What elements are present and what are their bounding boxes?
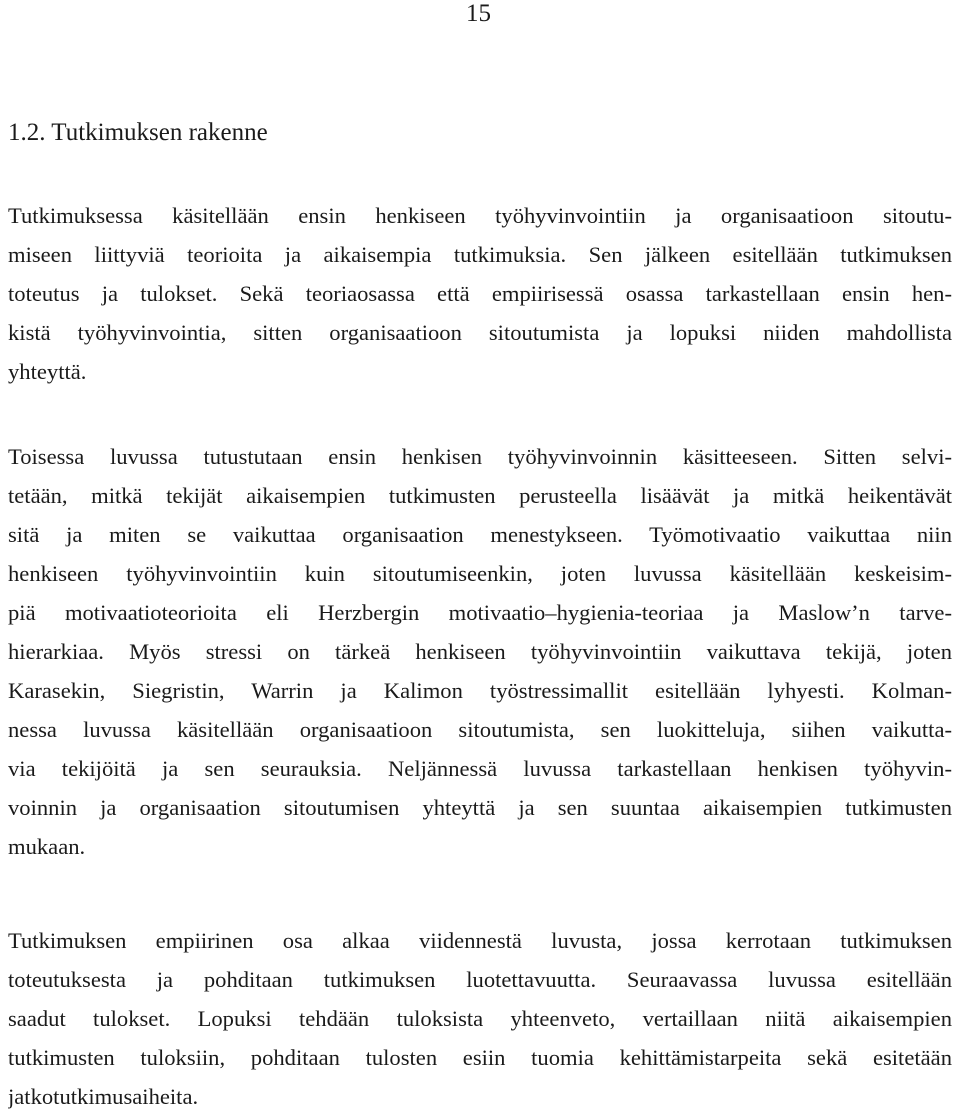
text-line: tutkimusten tuloksiin, pohditaan tulosten esiin tuomia kehittämistarpeita sekä esitetään <box>8 1045 952 1070</box>
text-line: Tutkimuksen empiirinen osa alkaa viidennestä luvusta, jossa kerrotaan tutkimuksen <box>8 928 952 953</box>
text-line: yhteyttä. <box>8 359 87 384</box>
paragraph-empirical <box>8 921 952 1116</box>
text-line: saadut tulokset. Lopuksi tehdään tuloksista yhteenveto, vertaillaan niitä aikaisempien <box>8 1006 952 1031</box>
text-line: toteutus ja tulokset. Sekä teoriaosassa että empiirisessä osassa tarkastellaan ensin hen- <box>8 281 952 306</box>
text-line: kistä työhyvinvointia, sitten organisaatioon sitoutumista ja lopuksi niiden mahdollista <box>8 320 952 345</box>
text-line: tetään, mitkä tekijät aikaisempien tutkimusten perusteella lisäävät ja mitkä heikentävät <box>8 483 952 508</box>
text-line: sitä ja miten se vaikuttaa organisaation menestykseen. Työmotivaatio vaikuttaa niin <box>8 522 952 547</box>
paragraph-intro <box>8 196 952 391</box>
text-line: nessa luvussa käsitellään organisaatioon sitoutumista, sen luokitteluja, siihen vaikutta- <box>8 717 952 742</box>
text-line: Karasekin, Siegristin, Warrin ja Kalimon työstressimallit esitellään lyhyesti. Kolman- <box>8 678 952 703</box>
text-line: Toisessa luvussa tutustutaan ensin henkisen työhyvinvoinnin käsitteeseen. Sitten selvi- <box>8 444 952 469</box>
text-line: piä motivaatioteorioita eli Herzbergin motivaatio–hygienia-teoriaa ja Maslow’n tarve- <box>8 600 952 625</box>
text-line: via tekijöitä ja sen seurauksia. Neljännessä luvussa tarkastellaan henkisen työhyvin- <box>8 756 952 781</box>
text-line: mukaan. <box>8 834 86 859</box>
text-line: miseen liittyviä teorioita ja aikaisempia tutkimuksia. Sen jälkeen esitellään tutkimuksen <box>8 242 952 267</box>
text-line: toteutuksesta ja pohditaan tutkimuksen luotettavuutta. Seuraavassa luvussa esitellään <box>8 967 952 992</box>
text-line: jatkotutkimusaiheita. <box>8 1084 199 1109</box>
page-number: 15 <box>466 0 491 27</box>
text-line: henkiseen työhyvinvointiin kuin sitoutumiseenkin, joten luvussa käsitellään keskeisim- <box>8 561 952 586</box>
paragraph-chapters-2-4 <box>8 437 952 866</box>
text-line: hierarkiaa. Myös stressi on tärkeä henkiseen työhyvinvointiin vaikuttava tekijä, joten <box>8 639 952 664</box>
section-heading: 1.2. Tutkimuksen rakenne <box>8 119 268 146</box>
text-line: voinnin ja organisaation sitoutumisen yhteyttä ja sen suuntaa aikaisempien tutkimusten <box>8 795 952 820</box>
text-line: Tutkimuksessa käsitellään ensin henkiseen työhyvinvointiin ja organisaatioon sitoutu- <box>8 203 952 228</box>
